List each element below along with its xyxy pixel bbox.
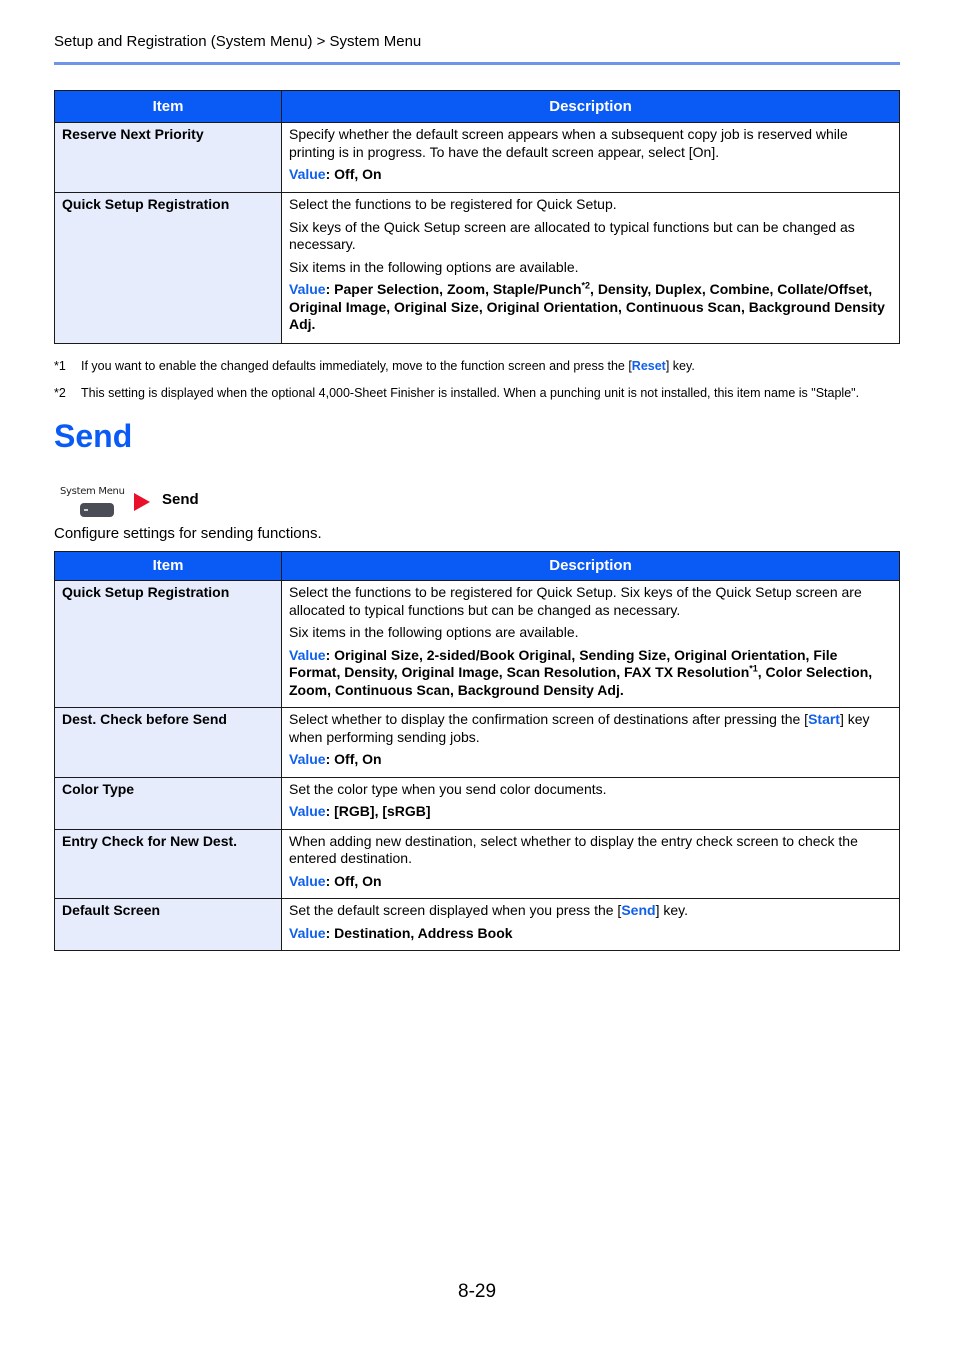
value-text: : Off, On [325, 872, 382, 889]
value-text: : [RGB], [sRGB] [325, 803, 431, 819]
table-row [55, 899, 900, 951]
description-text-part: ] key when performing sending jobs. [289, 711, 870, 745]
item-cell: Dest. Check before Send [55, 708, 282, 778]
description-text-part: Set the default screen displayed when you press the [ [289, 902, 622, 918]
footnote-text [81, 359, 695, 373]
item-cell: Quick Setup Registration [55, 581, 282, 708]
table-header-row [55, 552, 900, 581]
value-label: Value [289, 924, 326, 941]
footnote [54, 386, 900, 400]
table-header-row [55, 91, 900, 123]
settings-table-1 [54, 90, 900, 344]
description-text: When adding new destination, select whether to display the entry check screen to check the entered destination. [289, 832, 858, 866]
reset-key-name: Reset [631, 359, 666, 373]
running-header: Setup and Registration (System Menu) > System Menu [54, 33, 422, 50]
item-cell: Default Screen [55, 899, 282, 951]
table-row [55, 123, 900, 193]
item-cell: Reserve Next Priority [55, 123, 282, 193]
value-label: Value [289, 751, 326, 767]
footnote [54, 359, 900, 373]
value-line [289, 925, 892, 943]
footnote-mark: *1 [54, 359, 66, 373]
section-intro: Configure settings for sending functions. [54, 525, 322, 542]
footnote-text-part: If you want to enable the changed defaults immediately, move to the function screen and press the [ [81, 359, 632, 373]
table-row [55, 829, 900, 899]
item-cell: Quick Setup Registration [55, 193, 282, 344]
settings-table-2 [54, 551, 900, 951]
table-row [55, 777, 900, 829]
value-label: Value [289, 872, 326, 889]
description-text-part: ] key. [655, 902, 688, 918]
start-key-name: Start [808, 711, 840, 727]
value-text: : Original Size, 2-sided/Book Original, Sending Size, Original Orientation, File Format, Density, Original Image, Scan Resolution, FAX TX Resolution [289, 646, 838, 680]
item-cell: Color Type [55, 777, 282, 829]
value-text: : Paper Selection, Zoom, Staple/Punch [325, 281, 582, 297]
footnote-text-part: ] key. [665, 359, 695, 373]
column-header-item: Item [55, 91, 282, 123]
value-line [289, 166, 892, 184]
column-header-description: Description [282, 91, 900, 123]
arrow-right-icon [134, 493, 150, 511]
description-text: Select the functions to be registered for Quick Setup. Six keys of the Quick Setup screen are allocated to typical functions but can be changed as necessary. [289, 584, 862, 618]
page-number: 8-29 [458, 1281, 497, 1302]
description-cell [282, 123, 900, 193]
value-line [289, 873, 892, 891]
footnote-text: This setting is displayed when the optional 4,000-Sheet Finisher is installed. When a punching unit is not installed, this item name is "Staple". [81, 386, 860, 400]
value-text: , Color Selection, Zoom, Continuous Scan, Background Density Adj. [289, 664, 873, 698]
footnote-ref: *2 [581, 280, 591, 291]
column-header-item: Item [55, 552, 282, 581]
section-title: Send [54, 418, 133, 454]
value-text: : Off, On [325, 166, 382, 182]
key-button-icon [80, 503, 114, 517]
description-cell [282, 899, 900, 951]
value-line [289, 803, 892, 821]
system-menu-key-icon [58, 484, 130, 520]
description-cell [282, 193, 900, 344]
item-cell: Entry Check for New Dest. [55, 829, 282, 899]
table-row [55, 581, 900, 708]
value-label: Value [289, 803, 326, 819]
menu-path-send: Send [162, 491, 199, 508]
description-text: Six items in the following options are available. [289, 258, 579, 275]
value-line [289, 647, 892, 700]
description-text: Set the color type when you send color documents. [289, 780, 607, 797]
value-text: , Density, Duplex, Combine, Collate/Offset, Original Image, Original Size, Original Orientation, Continuous Scan, Background Density Adj. [289, 281, 885, 332]
description-cell [282, 708, 900, 778]
description-cell [282, 581, 900, 708]
value-text: : Destination, Address Book [325, 924, 513, 941]
description-text: Specify whether the default screen appears when a subsequent copy job is reserved while printing is in progress. To have the default screen appear, select [On]. [289, 126, 848, 160]
description-text [289, 902, 892, 920]
value-line [289, 751, 892, 769]
value-label: Value [289, 281, 326, 297]
send-key-name: Send [621, 902, 656, 918]
table-row [55, 193, 900, 344]
value-text: : Off, On [325, 751, 382, 767]
system-menu-key-label: System Menu [60, 486, 125, 497]
value-line [289, 281, 892, 334]
description-text [289, 711, 892, 746]
footnote-mark: *2 [54, 386, 66, 400]
header-rule [54, 62, 900, 65]
description-cell [282, 777, 900, 829]
table-row [55, 708, 900, 778]
description-text: Six keys of the Quick Setup screen are allocated to typical functions but can be changed as necessary. [289, 218, 855, 252]
value-label: Value [289, 646, 326, 663]
description-cell [282, 829, 900, 899]
description-text-part: Select whether to display the confirmation screen of destinations after pressing the [ [289, 711, 809, 727]
description-text: Six items in the following options are available. [289, 624, 579, 640]
column-header-description: Description [282, 552, 900, 581]
footnote-ref: *1 [749, 663, 758, 674]
description-text: Select the functions to be registered for Quick Setup. [289, 196, 617, 212]
value-label: Value [289, 166, 326, 182]
